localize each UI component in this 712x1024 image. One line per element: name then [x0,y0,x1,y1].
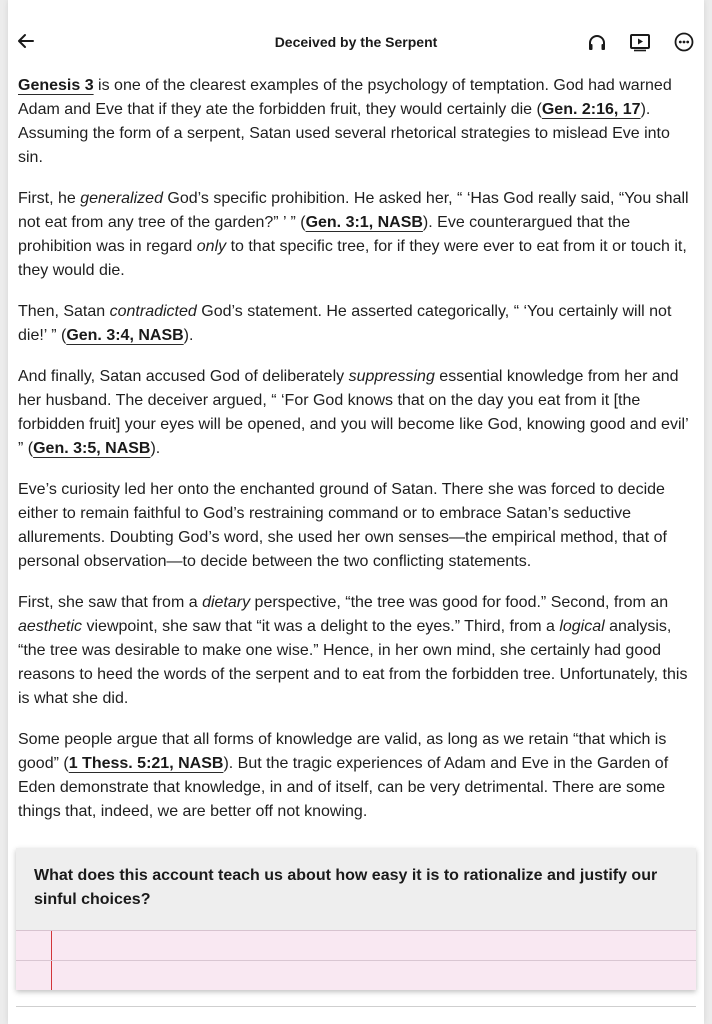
paragraph-text: perspective, “the tree was good for food.” Second, from an [250,594,669,611]
paragraph-text: analysis, “the tree was desirable to make one wise.” Hence, in her own mind, she certainly had good reasons to heed the words of the serpent and to eat from the forbidden tree. Unfortunately, this is what she did. [18,618,688,707]
paragraph-text: ). [183,327,194,344]
scripture-reference-link[interactable]: Gen. 2:16, 17 [541,101,641,118]
scripture-reference-link[interactable]: 1 Thess. 5:21, NASB [68,755,224,772]
emphasized-text: aesthetic [18,618,83,635]
emphasized-text: generalized [80,190,163,207]
bottom-divider [16,1006,696,1007]
emphasized-text: contradicted [109,303,197,320]
paragraph [18,591,690,711]
paragraph-text: Some people argue that all forms of knowledge are valid, as long as we retain “that which is good” ( [18,731,667,772]
more-options-button[interactable] [672,30,696,54]
emphasized-text: logical [559,618,605,635]
emphasized-text: only [196,238,227,255]
scripture-reference-link[interactable]: Gen. 3:5, NASB [33,440,151,457]
video-button[interactable] [628,30,652,54]
paragraph [18,187,690,283]
paragraph [18,74,690,170]
paragraph-text: God’s statement. He asserted categorically, “ ‘You certainly will not die!’ ” ( [18,303,672,344]
paragraph [18,728,690,824]
scripture-reference-link[interactable]: Gen. 3:4, NASB [66,327,184,344]
paragraph-text: ). But the tragic experiences of Adam and Eve in the Garden of Eden demonstrate that knowledge, in and of itself, can be very detrimental. There are some things that, indeed, we are better off not knowing. [18,755,669,820]
paragraph-text: to that specific tree, for if they were ever to eat from it or touch it, they would die. [18,238,687,279]
scripture-reference-link[interactable]: Genesis 3 [18,77,94,94]
scripture-reference-link[interactable]: Gen. 3:1, NASB [305,214,423,231]
reader-page [8,0,704,1024]
paragraph-text: essential knowledge from her and her husband. The deceiver argued, “ ‘For God knows that on the day you eat from it [the forbidden fruit] your eyes will be opened, and you will become like God, knowing good and evil’ ” ( [18,368,689,457]
notebook-rule-line [16,960,696,961]
emphasized-text: suppressing [348,368,435,385]
play-video-icon [628,30,652,54]
discussion-question: What does this account teach us about how easy it is to rationalize and justify our sinful choices? [34,867,658,908]
paragraph [18,478,690,574]
lesson-body [18,74,690,841]
paragraph-text: ). Assuming the form of a serpent, Satan used several rhetorical strategies to mislead Eve into sin. [18,101,670,166]
more-options-icon [672,30,696,54]
paragraph-text: ). Eve counterargued that the prohibition was in regard [18,214,631,255]
paragraph-text: First, she saw that from a [18,594,203,611]
answer-input[interactable] [16,930,696,990]
paragraph-text: viewpoint, she saw that “it was a delight to the eyes.” Third, from a [82,618,560,635]
paragraph-text: God’s specific prohibition. He asked her, “ ‘Has God really said, “You shall not eat from any tree of the garden?” ’ ” ( [18,190,689,231]
paragraph-text: First, he [18,190,81,207]
emphasized-text: dietary [202,594,251,611]
paragraph-text: Eve’s curiosity led her onto the enchanted ground of Satan. There she was forced to decide either to remain faithful to God’s restraining command or to embrace Satan’s seductive allurements. Doubting God’s word, she used her own senses—the empirical method, that of personal observation—to decide between the two conflicting statements. [18,481,667,570]
paragraph-text: And finally, Satan accused God of deliberately [18,368,349,385]
headphones-icon [585,30,609,54]
paragraph-text: Then, Satan [18,303,110,320]
paragraph [18,365,690,461]
paragraph [18,300,690,348]
paragraph-text: ). [150,440,161,457]
paragraph-text: is one of the clearest examples of the psychology of temptation. God had warned Adam and Eve that if they ate the forbidden fruit, they would certainly die ( [18,77,672,118]
audio-button[interactable] [585,30,609,54]
page-title: Deceived by the Serpent [274,34,438,50]
top-bar [8,0,704,62]
discussion-question-card [16,848,696,990]
